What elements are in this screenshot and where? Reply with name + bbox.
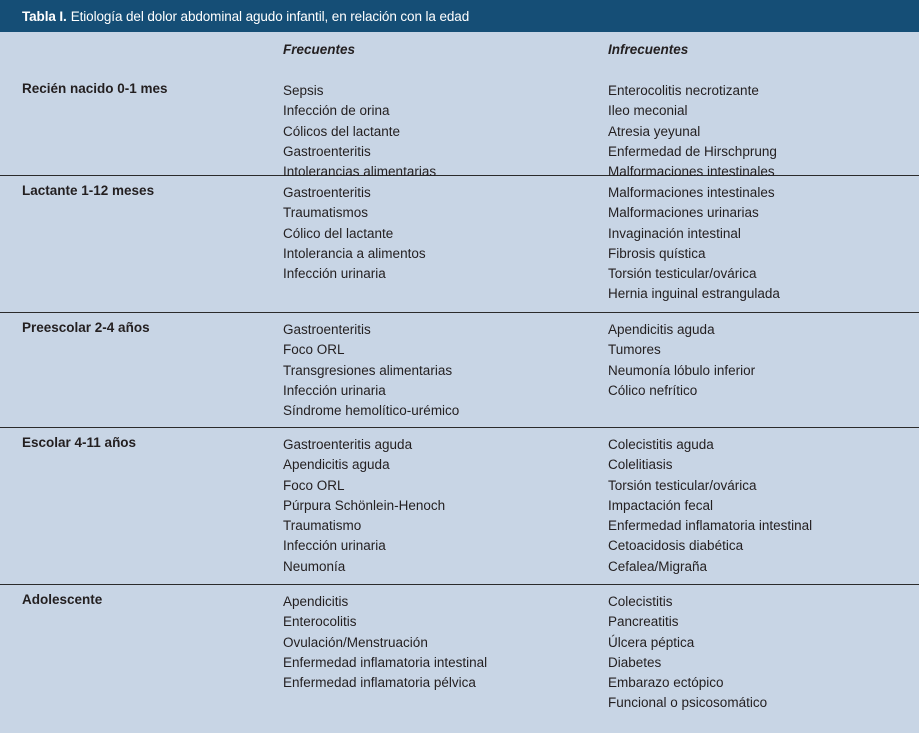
age-group-label: Lactante 1-12 meses [22, 183, 155, 198]
list-item: Embarazo ectópico [608, 675, 724, 691]
age-group-newborn [0, 74, 919, 180]
list-item: Ovulación/Menstruación [283, 634, 428, 650]
list-item: Traumatismos [283, 205, 369, 221]
list-item: Cólicos del lactante [283, 123, 401, 139]
list-item: Transgresiones alimentarias [283, 362, 453, 378]
list-item: Gastroenteritis [283, 322, 371, 337]
list-item: Síndrome hemolítico-urémico [283, 403, 460, 419]
list-item: Fibrosis quística [608, 245, 706, 261]
frequent-list [283, 81, 436, 182]
infrequent-list [608, 320, 755, 401]
infrequent-list [608, 183, 780, 305]
list-item: Foco ORL [283, 342, 345, 358]
list-item: Malformaciones intestinales [608, 164, 775, 180]
column-header-row [0, 32, 919, 74]
list-item: Infección urinaria [283, 538, 386, 554]
list-item: Apendicitis aguda [608, 322, 715, 337]
list-item: Hernia inguinal estrangulada [608, 286, 780, 302]
column-header-infrequent: Infrecuentes [608, 42, 689, 57]
list-item: Impactación fecal [608, 497, 714, 513]
list-item: Neumonía lóbulo inferior [608, 362, 756, 378]
list-item: Enfermedad inflamatoria intestinal [283, 654, 488, 670]
column-header-frequent: Frecuentes [283, 42, 356, 57]
list-item: Enfermedad inflamatoria pélvica [283, 675, 476, 691]
age-group-adolescent [0, 585, 919, 733]
list-item: Infección de orina [283, 103, 390, 119]
frequent-list [283, 435, 445, 577]
list-item: Funcional o psicosomático [608, 695, 768, 711]
list-item: Sepsis [283, 83, 324, 98]
infrequent-list [608, 435, 812, 577]
list-item: Gastroenteritis [283, 185, 371, 200]
list-item: Gastroenteritis aguda [283, 437, 413, 452]
list-item: Colelitiasis [608, 457, 673, 473]
age-group-label: Preescolar 2-4 años [22, 320, 150, 335]
list-item: Atresia yeyunal [608, 123, 701, 139]
list-item: Cólico del lactante [283, 225, 394, 241]
list-item: Enfermedad inflamatoria intestinal [608, 518, 813, 534]
age-group-preschool [0, 313, 919, 428]
list-item: Gastroenteritis [283, 143, 371, 159]
list-item: Neumonía [283, 558, 346, 574]
infrequent-list [608, 81, 777, 182]
table-caption [0, 0, 919, 32]
list-item: Tumores [608, 342, 661, 358]
list-item: Cefalea/Migraña [608, 558, 708, 574]
age-group-school [0, 428, 919, 585]
age-group-label: Escolar 4-11 años [22, 435, 137, 450]
age-group-label: Adolescente [22, 592, 103, 607]
list-item: Apendicitis aguda [283, 457, 390, 473]
age-group-label: Recién nacido 0-1 mes [22, 81, 168, 96]
caption-text: Etiología del dolor abdominal agudo infantil, en relación con la edad [70, 8, 470, 24]
frequent-list [283, 183, 426, 284]
list-item: Apendicitis [283, 594, 349, 609]
frequent-list [283, 320, 459, 421]
list-item: Torsión testicular/ovárica [608, 477, 757, 493]
list-item: Úlcera péptica [608, 634, 695, 650]
list-item: Invaginación intestinal [608, 225, 741, 241]
list-item: Malformaciones intestinales [608, 185, 775, 200]
list-item: Colecistitis aguda [608, 437, 714, 452]
list-item: Diabetes [608, 654, 662, 670]
list-item: Ileo meconial [608, 103, 688, 119]
list-item: Enterocolitis [283, 614, 357, 630]
list-item: Intolerancias alimentarias [283, 164, 437, 180]
list-item: Enterocolitis necrotizante [608, 83, 759, 98]
list-item: Enfermedad de Hirschprung [608, 143, 777, 159]
list-item: Infección urinaria [283, 382, 386, 398]
list-item: Foco ORL [283, 477, 345, 493]
caption-label: Tabla I. [22, 8, 67, 24]
frequent-list [283, 592, 487, 693]
list-item: Colecistitis [608, 594, 673, 609]
list-item: Malformaciones urinarias [608, 205, 759, 221]
list-item: Cetoacidosis diabética [608, 538, 744, 554]
list-item: Infección urinaria [283, 266, 386, 282]
infrequent-list [608, 592, 767, 714]
list-item: Púrpura Schönlein-Henoch [283, 497, 446, 513]
list-item: Traumatismo [283, 518, 362, 534]
age-group-infant [0, 176, 919, 313]
list-item: Cólico nefrítico [608, 382, 698, 398]
list-item: Pancreatitis [608, 614, 679, 630]
list-item: Torsión testicular/ovárica [608, 266, 757, 282]
list-item: Intolerancia a alimentos [283, 245, 426, 261]
